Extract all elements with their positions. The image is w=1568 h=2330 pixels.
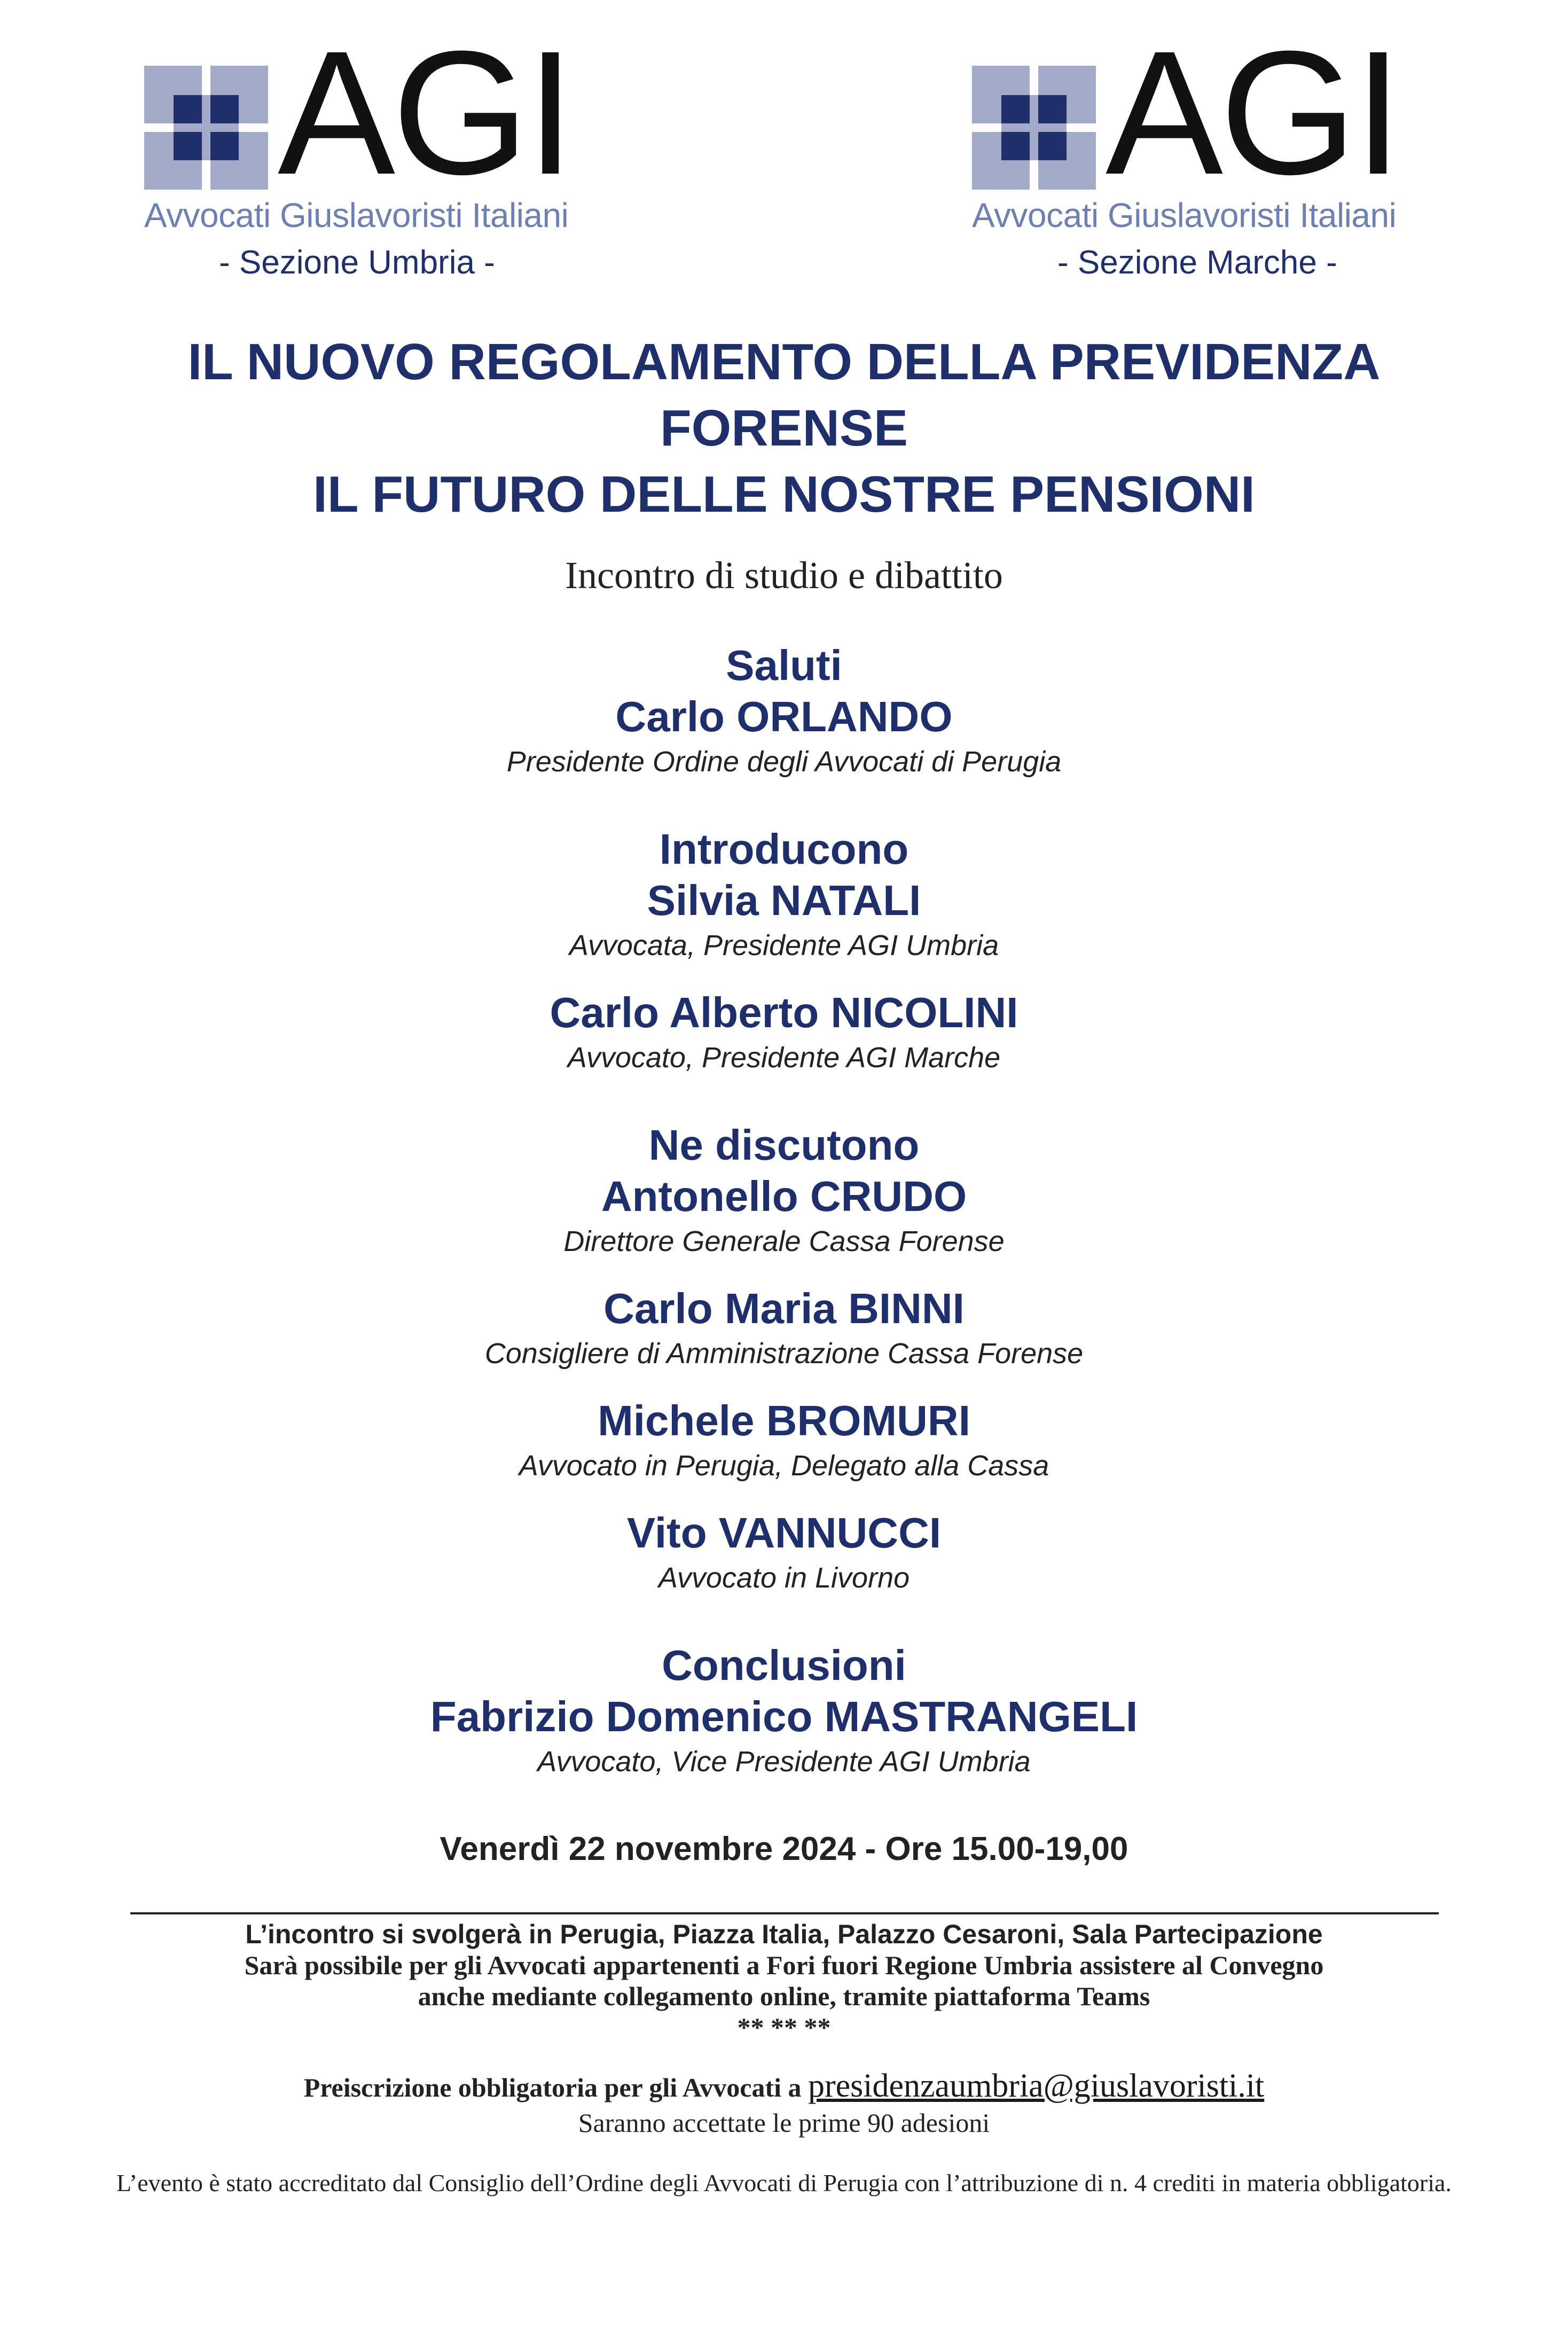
agi-org-name: Avvocati Giuslavoristi Italiani: [972, 196, 1397, 234]
registration-email-link[interactable]: presidenzaumbria@giuslavoristi.it: [808, 2068, 1265, 2104]
speaker-role: Avvocato, Vice Presidente AGI Umbria: [537, 1746, 1031, 1778]
agi-logo-umbria: [144, 14, 572, 287]
agi-section-label: - Sezione Marche -: [1057, 244, 1337, 281]
speaker-name: Silvia NATALI: [647, 877, 921, 924]
venue-line: L’incontro si svolgerà in Perugia, Piazza Italia, Palazzo Cesaroni, Sala Partecipazione: [245, 1919, 1323, 1949]
speaker-role: Presidente Ordine degli Avvocati di Perugia: [506, 746, 1062, 778]
event-title: [0, 329, 1568, 528]
title-line-1: IL NUOVO REGOLAMENTO DELLA PREVIDENZA: [187, 333, 1381, 390]
speaker-name: Carlo Maria BINNI: [603, 1285, 965, 1332]
event-subtitle: Incontro di studio e dibattito: [565, 554, 1003, 597]
title-line-3: IL FUTURO DELLE NOSTRE PENSIONI: [313, 466, 1255, 523]
agi-org-name: Avvocati Giuslavoristi Italiani: [144, 196, 569, 234]
section-label-discutono: Ne discutono: [648, 1121, 920, 1169]
speaker-name: Carlo ORLANDO: [615, 693, 953, 740]
agi-logo-marche: [972, 14, 1400, 287]
divider: [130, 1912, 1439, 1914]
speaker-name: Vito VANNUCCI: [626, 1509, 942, 1557]
title-line-2: FORENSE: [660, 400, 908, 457]
separator-stars: ** ** **: [737, 2012, 831, 2042]
program: [0, 640, 1568, 1781]
section-label-saluti: Saluti: [726, 642, 842, 689]
registration: [0, 2068, 1568, 2140]
speaker-role: Avvocato in Livorno: [658, 1562, 910, 1594]
speaker-name: Fabrizio Domenico MASTRANGELI: [430, 1693, 1138, 1740]
agi-wordmark: AGI: [278, 14, 572, 211]
speaker-role: Avvocato, Presidente AGI Marche: [567, 1042, 1001, 1074]
section-label-introducono: Introducono: [659, 825, 909, 873]
agi-wordmark: AGI: [1106, 14, 1400, 211]
speaker-name: Michele BROMURI: [598, 1397, 970, 1444]
online-line-2: anche mediante collegamento online, tramite piattaforma Teams: [418, 1981, 1150, 2011]
registration-text: Preiscrizione obbligatoria per gli Avvocati a: [303, 2073, 802, 2102]
speaker-role: Avvocato in Perugia, Delegato alla Cassa: [519, 1450, 1049, 1482]
agi-squares-icon: [972, 66, 1096, 190]
registration-limit: Saranno accettate le prime 90 adesioni: [578, 2108, 990, 2138]
online-line-1: Sarà possibile per gli Avvocati appartenenti a Fori fuori Regione Umbria assistere al Convegno: [244, 1950, 1324, 1980]
accreditation-note: L’evento è stato accreditato dal Consiglio dell’Ordine degli Avvocati di Perugia con l’attribuzione di n. 4 crediti in materia obbligatoria.: [116, 2169, 1452, 2196]
speaker-role: Direttore Generale Cassa Forense: [563, 1225, 1005, 1257]
speaker-name: Carlo Alberto NICOLINI: [550, 989, 1018, 1036]
event-date: Venerdì 22 novembre 2024 - Ore 15.00-19,00: [440, 1831, 1128, 1867]
speaker-role: Avvocata, Presidente AGI Umbria: [569, 929, 999, 961]
section-label-conclusioni: Conclusioni: [662, 1641, 906, 1689]
speaker-name: Antonello CRUDO: [601, 1172, 967, 1220]
speaker-role: Consigliere di Amministrazione Cassa Forense: [484, 1338, 1084, 1370]
agi-squares-icon: [144, 66, 268, 190]
venue-info: [0, 1919, 1568, 2043]
agi-section-label: - Sezione Umbria -: [219, 244, 495, 281]
